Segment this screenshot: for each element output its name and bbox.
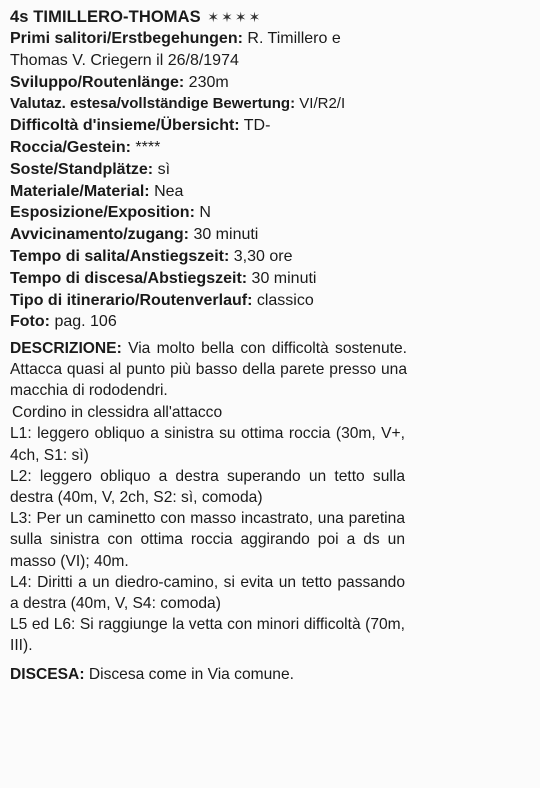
rating-stars: ✶✶✶✶ bbox=[207, 9, 263, 25]
approach-row bbox=[10, 224, 524, 246]
first-ascent-row bbox=[10, 28, 524, 50]
route-type-label: Tipo di itinerario/Routenverlauf: bbox=[10, 291, 253, 309]
grade-label: Valutaz. estesa/vollständige Bewertung: bbox=[10, 95, 296, 113]
exposure-value: N bbox=[199, 204, 211, 222]
description-text: Via molto bella con difficoltà sostenute. Attacca quasi al punto più basso della parete presso una macchia di rododendri. bbox=[10, 340, 407, 399]
exposure-label: Esposizione/Exposition: bbox=[10, 204, 195, 222]
first-ascent-value-cont: Thomas V. Criegern il 26/8/1974 bbox=[10, 51, 239, 69]
gear-label: Materiale/Material: bbox=[10, 182, 150, 200]
first-ascent-value: R. Timillero e bbox=[247, 30, 341, 47]
length-row bbox=[10, 72, 524, 94]
length-value: 230m bbox=[188, 73, 229, 91]
rock-value: **** bbox=[135, 138, 161, 156]
descent-text: Discesa come in Via comune. bbox=[88, 665, 294, 683]
pitch-l3: L3: Per un caminetto con masso incastrato, una paretina sulla sinistra con ottima roccia aggirando poi a ds un masso (VI); 40m. bbox=[10, 510, 405, 570]
photo-row bbox=[10, 311, 524, 333]
overall-value: TD- bbox=[243, 117, 271, 135]
approach-label: Avvicinamento/zugang: bbox=[10, 226, 189, 244]
ascent-time-row bbox=[10, 246, 524, 268]
rock-label: Roccia/Gestein: bbox=[10, 138, 131, 156]
ascent-time-value: 3,30 ore bbox=[233, 247, 293, 265]
gear-value: Nea bbox=[154, 182, 184, 200]
route-title: 4s TIMILLERO-THOMAS bbox=[10, 8, 201, 26]
pitch-l1: L1: leggero obliquo a sinistra su ottima roccia (30m, V+, 4ch, S1: sì) bbox=[10, 425, 405, 464]
belays-value: sì bbox=[157, 160, 171, 178]
grade-row bbox=[10, 93, 524, 115]
approach-value: 30 minuti bbox=[193, 226, 259, 244]
first-ascent-row-cont bbox=[10, 50, 524, 72]
descent-time-row bbox=[10, 268, 524, 290]
pitch-l2: L2: leggero obliquo a destra superando un tetto sulla destra (40m, V, 2ch, S2: sì, comoda) bbox=[10, 467, 405, 506]
belays-row bbox=[10, 159, 524, 181]
grade-value: VI/R2/I bbox=[299, 95, 346, 113]
descent-paragraph bbox=[10, 664, 524, 685]
route-title-line bbox=[10, 6, 524, 28]
descent-label: DISCESA: bbox=[10, 665, 85, 683]
rock-row bbox=[10, 137, 524, 159]
pitch-l4: L4: Diritti a un diedro-camino, si evita un tetto passando a destra (40m, V, S4: comoda) bbox=[10, 573, 405, 612]
length-label: Sviluppo/Routenlänge: bbox=[10, 73, 185, 91]
descent-time-label: Tempo di discesa/Abstiegszeit: bbox=[10, 269, 248, 287]
ascent-time-label: Tempo di salita/Anstiegszeit: bbox=[10, 247, 230, 265]
description-label: DESCRIZIONE: bbox=[10, 340, 122, 358]
overall-label: Difficoltà d'insieme/Übersicht: bbox=[10, 117, 240, 135]
route-type-row bbox=[10, 290, 524, 312]
gear-row bbox=[10, 181, 524, 203]
attack-note: Cordino in clessidra all'attacco bbox=[12, 403, 223, 421]
descent-time-value: 30 minuti bbox=[251, 269, 317, 287]
pitch-list bbox=[10, 423, 405, 656]
pitch-l5-l6: L5 ed L6: Si raggiunge la vetta con minori difficoltà (70m, III). bbox=[10, 616, 405, 655]
photo-label: Foto: bbox=[10, 313, 50, 331]
photo-value: pag. 106 bbox=[54, 313, 117, 331]
first-ascent-label: Primi salitori/Erstbegehungen: bbox=[10, 30, 243, 47]
overall-row bbox=[10, 115, 524, 137]
route-type-value: classico bbox=[256, 291, 314, 309]
belays-label: Soste/Standplätze: bbox=[10, 160, 154, 178]
exposure-row bbox=[10, 202, 524, 224]
description-paragraph bbox=[10, 339, 407, 401]
